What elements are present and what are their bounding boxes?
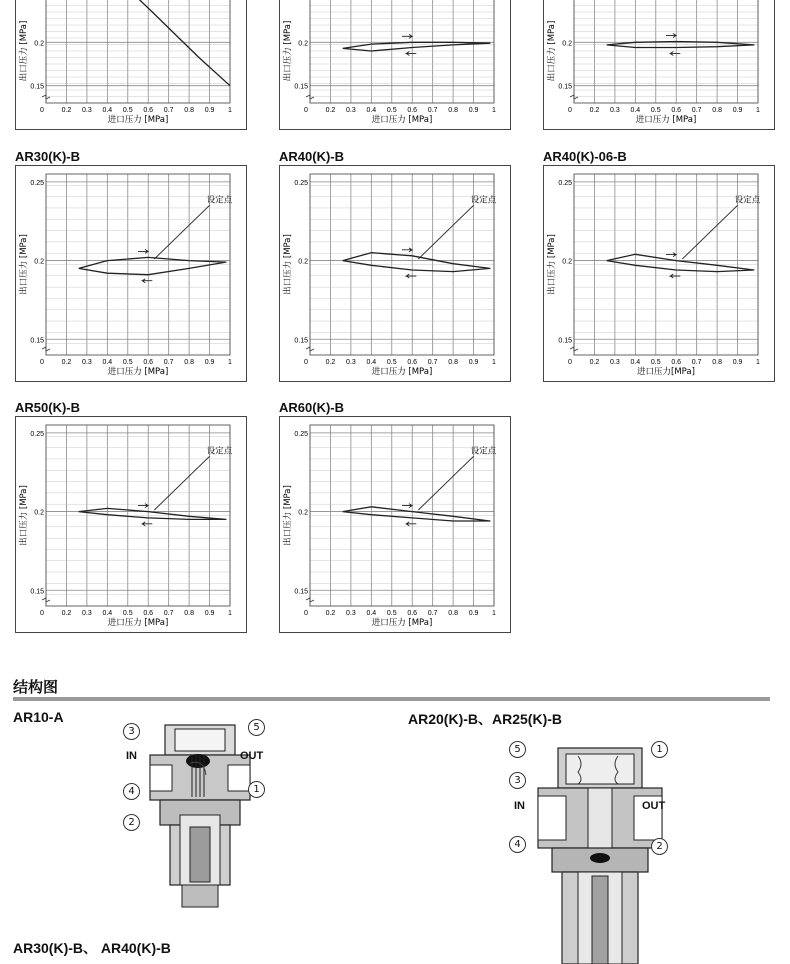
x-tick-label: 0.7 (691, 107, 702, 114)
x-tick-label: 0.4 (366, 107, 377, 114)
axis-break (306, 347, 314, 351)
x-tick-label: 0.7 (427, 610, 438, 617)
x-tick-label: 0.9 (468, 359, 479, 366)
chart-2-box (279, 0, 511, 130)
x-axis-label: 进口压力 [MPa] (107, 115, 169, 125)
section-divider (13, 697, 770, 701)
ar20-callout-4: 4 (509, 836, 526, 853)
y-tick-label: 0.15 (30, 588, 44, 596)
diagram-title-ar30: AR30(K)-B、 AR40(K)-B (13, 940, 171, 956)
x-tick-label: 0.4 (366, 359, 377, 366)
ar20-cross-section (508, 740, 688, 964)
x-tick-label: 0.9 (204, 107, 215, 114)
x-tick-label: 0.5 (386, 359, 397, 366)
y-tick-label: 0.2 (34, 258, 44, 266)
x-tick-label: 0.8 (448, 107, 458, 114)
ar10-callout-1: 1 (248, 781, 265, 798)
x-tick-label: 0.5 (122, 359, 133, 366)
x-tick-label: 0.3 (610, 107, 620, 114)
plot-frame (574, 0, 758, 103)
ar20-callout-1: 1 (651, 741, 668, 758)
x-tick-label: 0.3 (346, 359, 356, 366)
ar10-callout-2: 2 (123, 814, 140, 831)
ar20-in-label: IN (514, 800, 525, 812)
x-tick-label: 0.2 (61, 610, 72, 617)
x-tick-label: 0.3 (82, 610, 92, 617)
y-tick-label: 0.15 (30, 83, 44, 91)
y-tick-label: 0.2 (562, 258, 572, 266)
x-tick-label: 0.6 (671, 359, 682, 366)
series-line (79, 257, 226, 274)
x-tick-label: 0.4 (630, 359, 641, 366)
x-tick-label: 1 (228, 610, 232, 617)
x-tick-label: 0.2 (325, 359, 336, 366)
y-tick-label: 0.15 (558, 337, 572, 345)
y-axis-label: 出口压力 [MPa] (547, 234, 557, 295)
y-tick-label: 0.25 (30, 179, 44, 187)
y-tick-label: 0.25 (294, 430, 308, 438)
y-axis-label: 出口压力 [MPa] (547, 20, 557, 82)
ar20-callout-3: 3 (509, 772, 526, 789)
x-tick-label: 0 (40, 107, 44, 114)
chart-3-box (543, 0, 775, 130)
series-line (607, 254, 754, 271)
axis-break (306, 598, 314, 602)
x-tick-label: 0.7 (427, 359, 438, 366)
chart-1-box (15, 0, 247, 130)
x-tick-label: 0.8 (448, 359, 458, 366)
chart-title: AR60(K)-B (279, 400, 344, 415)
y-axis-label: 出口压力 [MPa] (283, 234, 293, 295)
x-tick-label: 1 (756, 359, 760, 366)
x-tick-label: 0 (568, 359, 572, 366)
x-tick-label: 0.5 (650, 359, 661, 366)
ar10-cross-section (120, 715, 280, 915)
x-tick-label: 1 (492, 359, 496, 366)
y-axis-label: 出口压力 [MPa] (19, 20, 29, 82)
chart-title: AR40(K)-B (279, 149, 344, 164)
x-tick-label: 0.3 (346, 610, 356, 617)
x-tick-label: 0.5 (386, 107, 397, 114)
x-tick-label: 0.7 (427, 107, 438, 114)
ar10-in-label: IN (126, 750, 137, 762)
y-tick-label: 0.15 (294, 337, 308, 345)
y-tick-label: 0.2 (34, 40, 44, 48)
x-tick-label: 0.6 (407, 359, 418, 366)
x-axis-label: 进口压力 [MPa] (107, 367, 169, 377)
x-tick-label: 1 (492, 610, 496, 617)
x-tick-label: 0.6 (671, 107, 682, 114)
x-tick-label: 0.4 (102, 359, 113, 366)
x-tick-label: 1 (228, 107, 232, 114)
x-tick-label: 0.7 (163, 359, 174, 366)
annotation-set-point: 设定点 (470, 446, 497, 457)
x-tick-label: 0.9 (732, 107, 743, 114)
x-tick-label: 0.3 (82, 359, 92, 366)
y-tick-label: 0.15 (294, 83, 308, 91)
y-tick-label: 0.2 (298, 509, 308, 517)
arrow-right (402, 248, 412, 252)
axis-break (306, 95, 314, 99)
series-line (343, 253, 490, 272)
ar20-out-label: OUT (642, 800, 666, 812)
x-tick-label: 0.4 (102, 107, 113, 114)
x-tick-label: 0.9 (732, 359, 743, 366)
y-tick-label: 0.15 (558, 83, 572, 91)
ar10-callout-4: 4 (123, 783, 140, 800)
x-tick-label: 0 (40, 610, 44, 617)
x-tick-label: 0.9 (204, 610, 215, 617)
arrow-left (142, 279, 152, 283)
x-tick-label: 0.6 (143, 359, 154, 366)
arrow-right (666, 33, 676, 37)
x-axis-label: 进口压力[MPa] (637, 367, 695, 377)
x-tick-label: 0 (304, 359, 308, 366)
chart-ar40-06-box (543, 165, 775, 382)
x-axis-label: 进口压力 [MPa] (107, 618, 169, 628)
chart-ar40-box (279, 165, 511, 382)
y-tick-label: 0.25 (30, 430, 44, 438)
annotation-leader (418, 205, 473, 259)
y-tick-label: 0.2 (298, 40, 308, 48)
y-tick-label: 0.25 (558, 179, 572, 187)
arrow-left (406, 52, 416, 56)
ar10-out-label: OUT (240, 750, 264, 762)
x-tick-label: 0.3 (82, 107, 92, 114)
x-tick-label: 0.8 (712, 107, 722, 114)
section-title: 结构图 (13, 678, 59, 696)
y-tick-label: 0.2 (34, 509, 44, 517)
x-tick-label: 0.5 (122, 107, 133, 114)
x-tick-label: 0.9 (468, 610, 479, 617)
x-tick-label: 0.5 (386, 610, 397, 617)
annotation-leader (682, 205, 737, 259)
x-tick-label: 0 (304, 107, 308, 114)
x-tick-label: 0.2 (61, 359, 72, 366)
x-tick-label: 0.4 (630, 107, 641, 114)
x-tick-label: 0.6 (143, 107, 154, 114)
x-tick-label: 0.2 (589, 107, 600, 114)
x-tick-label: 0.2 (61, 107, 72, 114)
x-tick-label: 1 (756, 107, 760, 114)
x-axis-label: 进口压力 [MPa] (635, 115, 697, 125)
x-axis-label: 进口压力 [MPa] (371, 618, 433, 628)
series-line (343, 42, 490, 51)
arrow-left (406, 522, 416, 526)
arrow-left (142, 522, 152, 526)
x-tick-label: 0.5 (122, 610, 133, 617)
arrow-left (670, 274, 680, 278)
plot-frame (46, 0, 230, 103)
ar10-drawing (120, 715, 280, 915)
axis-break (42, 347, 50, 351)
y-tick-label: 0.25 (294, 179, 308, 187)
arrow-left (406, 274, 416, 278)
plot-frame (310, 0, 494, 103)
x-axis-label: 进口压力 [MPa] (371, 367, 433, 377)
ar20-callout-2: 2 (651, 838, 668, 855)
chart-title: AR50(K)-B (15, 400, 80, 415)
axis-break (42, 95, 50, 99)
x-tick-label: 0.3 (610, 359, 620, 366)
x-tick-label: 1 (492, 107, 496, 114)
arrow-right (138, 249, 148, 253)
annotation-leader (154, 205, 209, 259)
arrow-left (670, 52, 680, 56)
x-tick-label: 0.2 (325, 610, 336, 617)
chart-title: AR40(K)-06-B (543, 149, 627, 164)
x-tick-label: 0.4 (366, 610, 377, 617)
x-tick-label: 1 (228, 359, 232, 366)
chart-ar30-box (15, 165, 247, 382)
annotation-set-point: 设定点 (206, 446, 233, 457)
x-tick-label: 0.6 (407, 610, 418, 617)
annotation-leader (154, 456, 209, 510)
ar10-callout-5: 5 (248, 719, 265, 736)
series-line (343, 507, 490, 521)
chart-title: AR30(K)-B (15, 149, 80, 164)
x-tick-label: 0.2 (589, 359, 600, 366)
y-axis-label: 出口压力 [MPa] (19, 234, 29, 295)
y-axis-label: 出口压力 [MPa] (283, 20, 293, 82)
x-tick-label: 0.7 (691, 359, 702, 366)
x-tick-label: 0.3 (346, 107, 356, 114)
arrow-right (402, 34, 412, 38)
diagram-title-ar20: AR20(K)-B、AR25(K)-B (408, 711, 562, 727)
x-tick-label: 0.9 (204, 359, 215, 366)
x-tick-label: 0 (568, 107, 572, 114)
y-axis-label: 出口压力 [MPa] (19, 485, 29, 546)
x-tick-label: 0.5 (650, 107, 661, 114)
annotation-leader (418, 456, 473, 510)
x-tick-label: 0.8 (184, 610, 194, 617)
y-tick-label: 0.15 (30, 337, 44, 345)
y-tick-label: 0.15 (294, 588, 308, 596)
axis-break (570, 95, 578, 99)
x-tick-label: 0.8 (184, 107, 194, 114)
axis-break (570, 347, 578, 351)
ar20-callout-5: 5 (509, 741, 526, 758)
x-tick-label: 0.6 (143, 610, 154, 617)
annotation-set-point: 设定点 (734, 195, 761, 206)
x-tick-label: 0.6 (407, 107, 418, 114)
y-axis-label: 出口压力 [MPa] (283, 485, 293, 546)
x-tick-label: 0.8 (712, 359, 722, 366)
x-tick-label: 0 (40, 359, 44, 366)
x-tick-label: 0.8 (184, 359, 194, 366)
annotation-set-point: 设定点 (206, 195, 233, 206)
y-tick-label: 0.2 (298, 258, 308, 266)
x-tick-label: 0.7 (163, 610, 174, 617)
ar10-callout-3: 3 (123, 723, 140, 740)
x-tick-label: 0.7 (163, 107, 174, 114)
x-tick-label: 0.2 (325, 107, 336, 114)
x-tick-label: 0.4 (102, 610, 113, 617)
series-line (79, 508, 226, 519)
chart-ar50-box (15, 416, 247, 633)
series-line (128, 0, 230, 86)
axis-break (42, 598, 50, 602)
x-tick-label: 0 (304, 610, 308, 617)
x-tick-label: 0.9 (468, 107, 479, 114)
x-axis-label: 进口压力 [MPa] (371, 115, 433, 125)
y-tick-label: 0.2 (562, 40, 572, 48)
x-tick-label: 0.8 (448, 610, 458, 617)
chart-ar60-box (279, 416, 511, 633)
annotation-set-point: 设定点 (470, 195, 497, 206)
diagram-title-ar10: AR10-A (13, 709, 64, 725)
